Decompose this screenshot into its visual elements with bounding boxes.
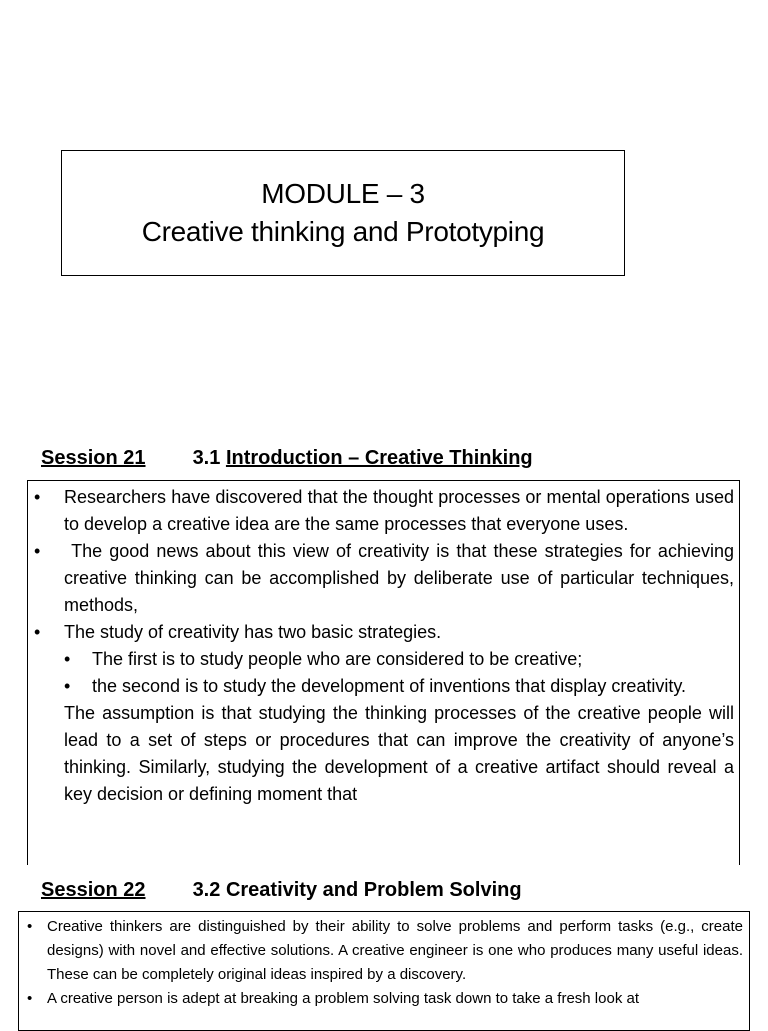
section-3-1-number: 3.1: [192, 447, 221, 469]
sub-list-item-text: The first is to study people who are considered to be creative;: [92, 649, 583, 669]
list-item: [19, 987, 749, 1011]
session-21-content-box: [27, 480, 740, 865]
list-item-text: Creative thinkers are distinguished by their ability to solve problems and perform tasks (e.g., create designs) with novel and effective solutions. A creative engineer is one who produces many useful ideas. These can be completely original ideas inspired by a discovery.: [47, 918, 743, 983]
bullet-marker: •: [64, 649, 71, 669]
module-title-box: [61, 150, 625, 276]
session-22-content-box: [18, 911, 750, 1031]
bullet-marker: •: [64, 676, 71, 696]
list-item-text: The study of creativity has two basic strategies.: [64, 622, 442, 642]
section-3-2-text: Creativity and Problem Solving: [225, 879, 522, 901]
list-item: [28, 484, 739, 538]
module-number: MODULE – 3: [261, 178, 425, 209]
sub-list-item: [28, 646, 739, 673]
session-21-heading: [41, 447, 533, 470]
section-3-1-text: Introduction – Creative Thinking: [225, 447, 533, 469]
list-item: [28, 538, 739, 619]
list-item-text: A creative person is adept at breaking a problem solving task down to take a fresh look at: [47, 990, 640, 1007]
sub-list-item: [28, 673, 739, 700]
section-3-2-title: [193, 879, 522, 902]
session-22-label: Session 22: [41, 879, 146, 901]
list-item-text: The good news about this view of creativity is that these strategies for achieving creative thinking can be accomplished by deliberate use of particular techniques, methods,: [64, 541, 740, 615]
sub-list-item-text: the second is to study the development of inventions that display creativity.: [92, 676, 686, 696]
bullet-marker: •: [34, 541, 41, 561]
body-paragraph: The assumption is that studying the thinking processes of the creative people will lead to a set of steps or procedures that can improve the creativity of anyone’s thinking. Similarly, studying the development of a creative artifact should reveal a key decision or defining moment that: [64, 703, 734, 804]
bullet-marker: •: [34, 487, 41, 507]
section-3-2-number: 3.2: [192, 879, 221, 901]
bullet-marker: •: [27, 990, 33, 1007]
module-title: Creative thinking and Prototyping: [141, 216, 545, 247]
bullet-marker: •: [34, 622, 41, 642]
section-3-1-title: [193, 447, 533, 470]
list-item: [28, 619, 739, 646]
list-item-text: Researchers have discovered that the thought processes or mental operations used to develop a creative idea are the same processes that everyone uses.: [64, 487, 734, 534]
session-22-heading: [41, 879, 522, 902]
list-item: [19, 915, 749, 987]
bullet-marker: •: [27, 918, 33, 935]
session-21-label: Session 21: [41, 447, 146, 469]
